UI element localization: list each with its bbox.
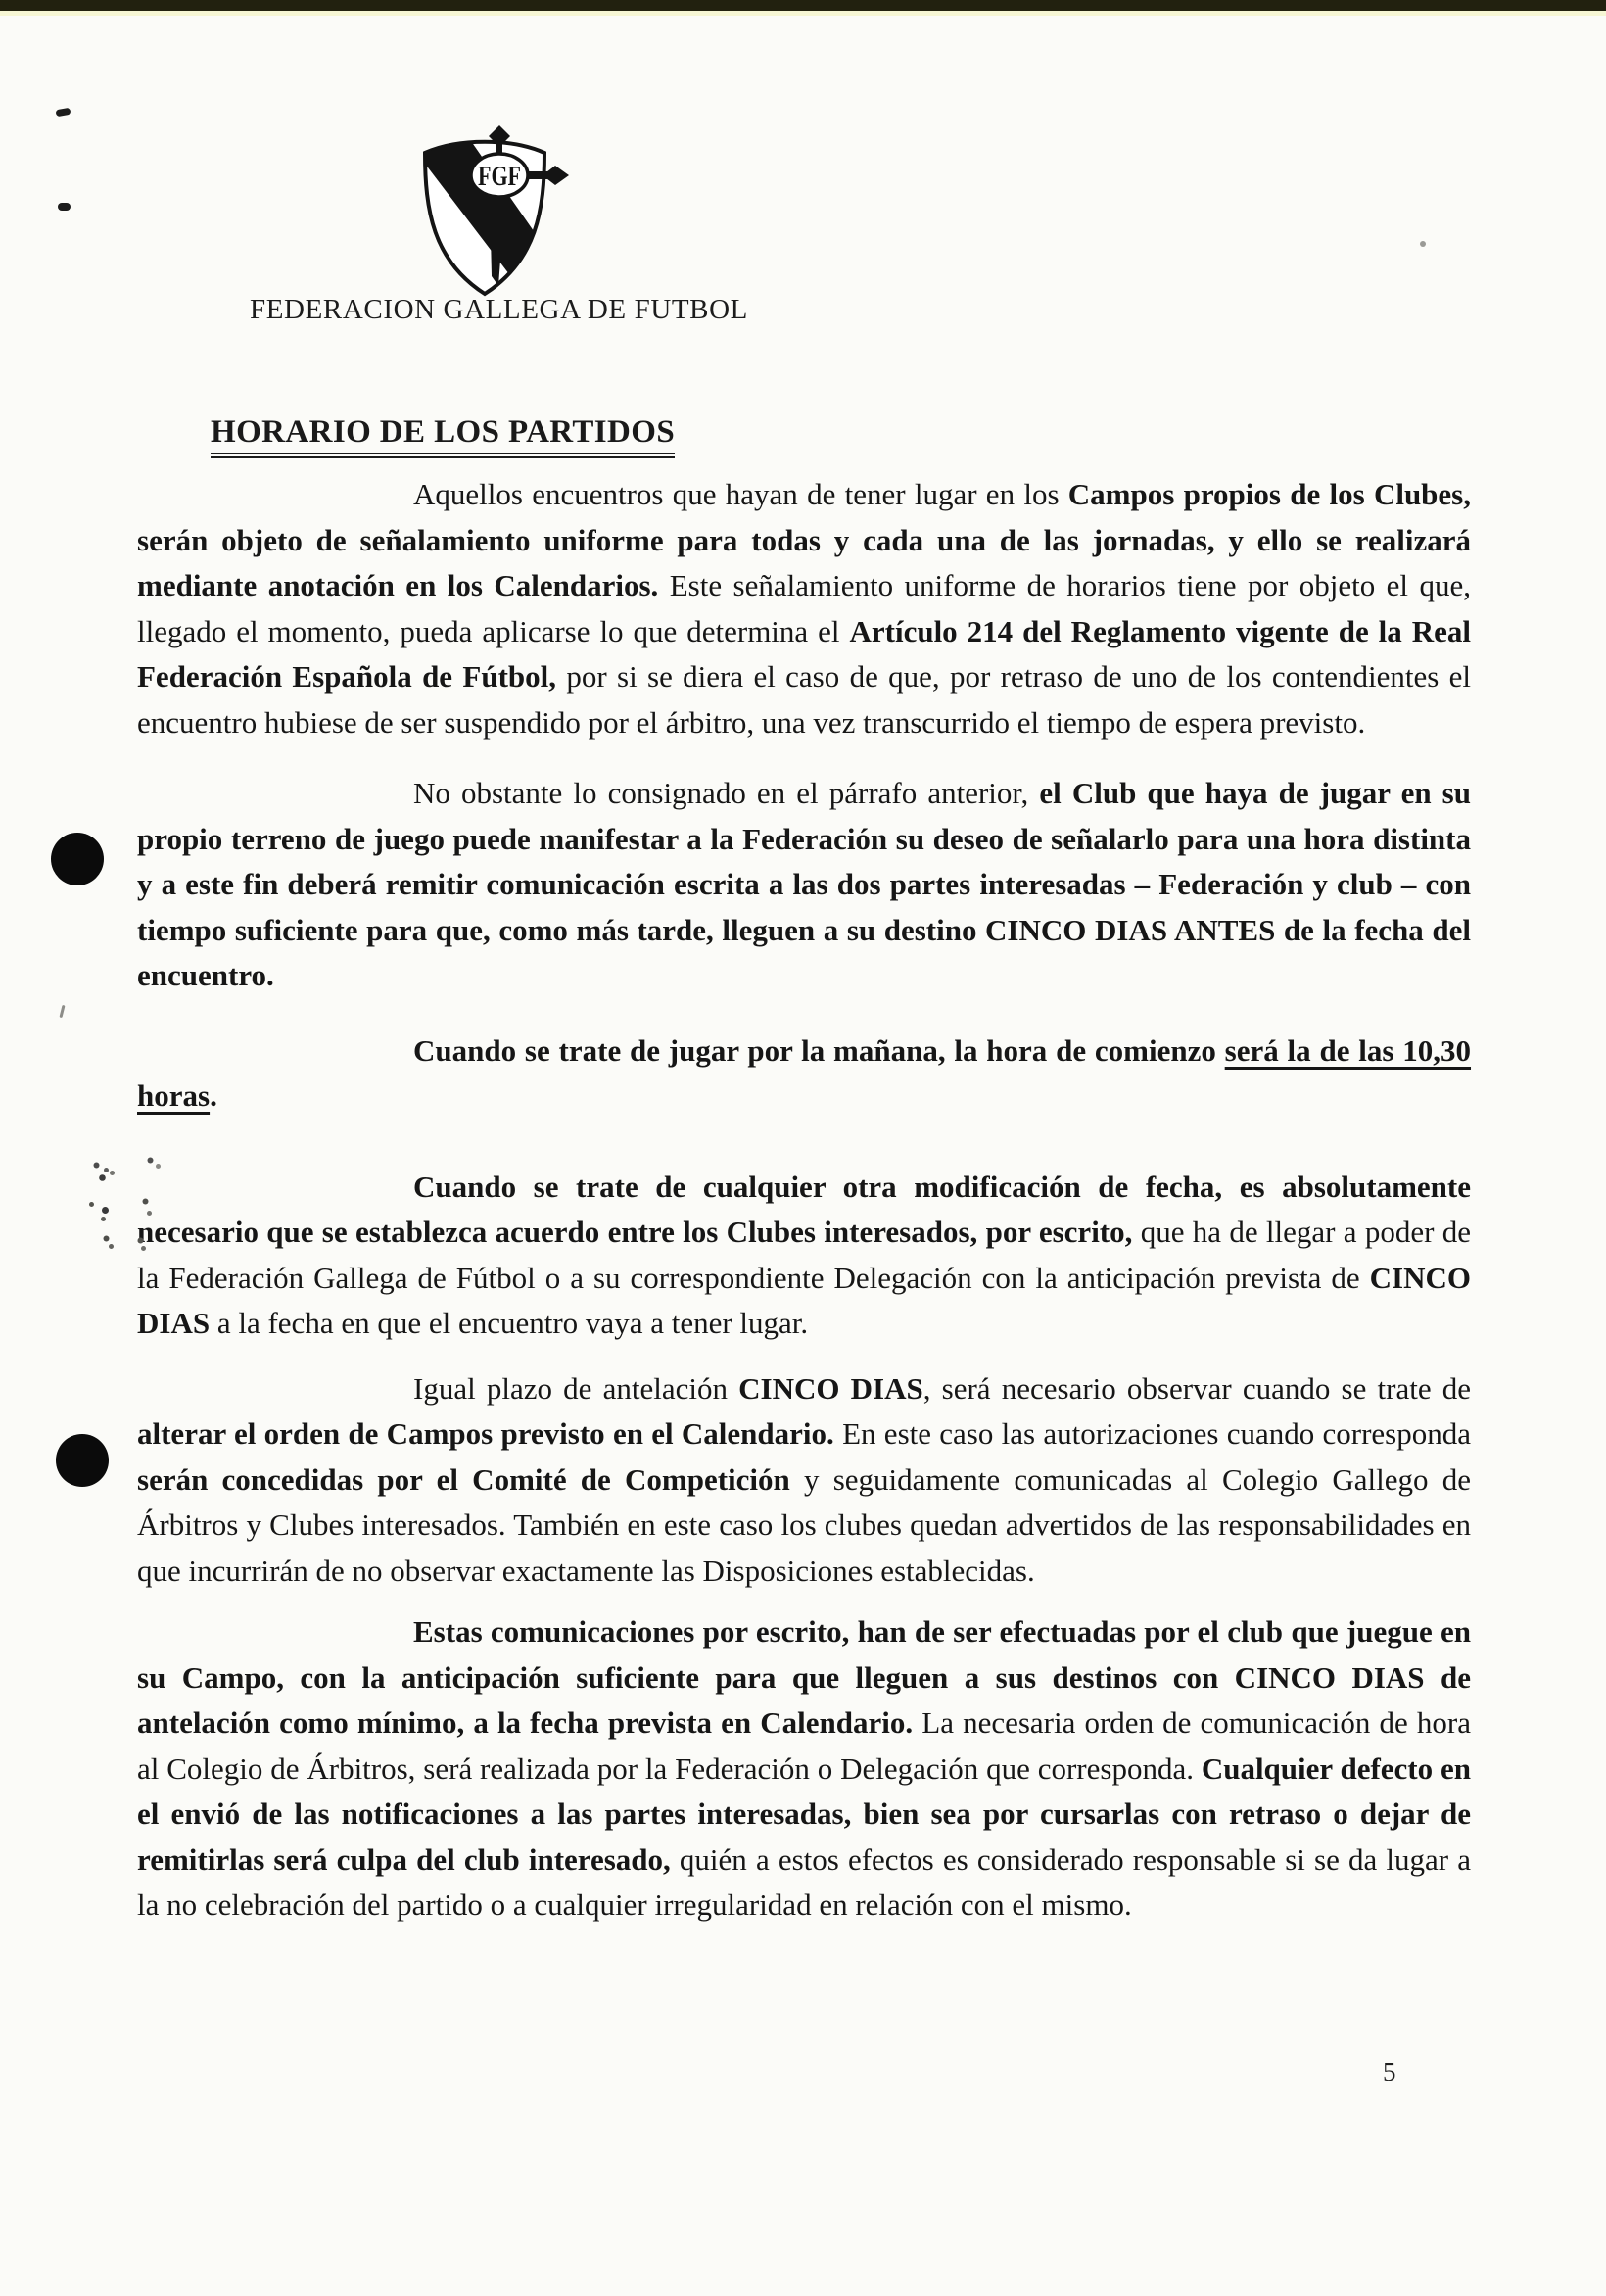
crest-monogram: FGF <box>478 161 521 192</box>
text-run: CINCO DIAS <box>137 1260 1471 1340</box>
text-run: No obstante lo consignado en el párrafo anterior, <box>413 776 1040 810</box>
paragraph <box>137 1609 1471 1929</box>
stray-pencil-tick <box>59 1005 65 1018</box>
text-run: , será necesario observar cuando se trate de <box>922 1370 1472 1406</box>
paragraph <box>137 1165 1471 1347</box>
federation-crest-logo <box>411 125 578 304</box>
hole-punch-mark <box>51 833 104 885</box>
document-paragraphs <box>137 472 1471 1929</box>
page-title-text: HORARIO DE LOS PARTIDOS <box>211 414 675 458</box>
pencil-speckle-cluster <box>0 0 3 3</box>
paragraph <box>137 771 1471 999</box>
organization-name: FEDERACION GALLEGA DE FUTBOL <box>250 294 748 325</box>
text-run: Campos propios de los Clubes, serán objeto de señalamiento uniforme para todas y cada una de las jornadas, y ello se realizará mediante anotación en los Calendarios. <box>137 477 1471 602</box>
text-run: y seguidamente comunicadas al Colegio Gallego de Árbitros y Clubes interesados. También en este caso los clubes quedan advertidos de las responsabilidades en que incurrirán de no observar exactamente las Disposiciones establecidas. <box>137 1461 1471 1588</box>
text-run: Cuando se trate de cualquier otra modificación de fecha, es absolutamente necesario que se establezca acuerdo entre los Clubes interesados, por escrito, <box>137 1169 1471 1249</box>
text-run: será la de las 10,30 horas <box>137 1032 1472 1113</box>
text-run: Artículo 214 del Reglamento vigente de la Real Federación Española de Fútbol, <box>137 613 1471 694</box>
text-run: serán concedidas por el Comité de Competición <box>137 1461 790 1497</box>
stray-speck <box>1420 241 1426 247</box>
text-run: Aquellos encuentros que hayan de tener lugar en los <box>413 477 1068 511</box>
stray-pen-mark <box>58 203 71 211</box>
paragraph <box>137 1366 1471 1595</box>
text-run: alterar el orden de Campos previsto en el Calendario. <box>137 1416 834 1451</box>
scan-edge-accent <box>0 11 1606 16</box>
text-run: Estas comunicaciones por escrito, han de ser efectuadas por el club que juegue en su Campo, con la anticipación suficiente para que lleguen a sus destinos con CINCO DIAS de antelación como mínimo, a la fecha prevista en Calendario. <box>137 1614 1471 1740</box>
paragraph <box>137 472 1471 745</box>
page-title <box>211 414 675 458</box>
text-run: . <box>210 1078 217 1113</box>
text-run: quién a estos efectos es considerado responsable si se da lugar a la no celebración del partido o a cualquier irregularidad en relación con el mismo. <box>137 1842 1471 1922</box>
stray-pen-mark <box>56 108 71 117</box>
scan-edge <box>0 0 1606 11</box>
page-number: 5 <box>1383 2057 1396 2086</box>
text-run: Igual plazo de antelación <box>413 1370 739 1406</box>
fgf-crest-shield-icon <box>411 125 573 302</box>
text-run: La necesaria orden de comunicación de hora al Colegio de Árbitros, será realizada por la Federación o Delegación que corresponda. <box>137 1705 1471 1786</box>
text-run: que ha de llegar a poder de la Federación Gallega de Fútbol o a su correspondiente Delegación con la anticipación prevista de <box>137 1215 1471 1295</box>
paragraph <box>137 1028 1471 1120</box>
hole-punch-mark <box>56 1434 109 1487</box>
text-run: En este caso las autorizaciones cuando corresponda <box>833 1416 1471 1451</box>
text-run: Cuando se trate de jugar por la mañana, la hora de comienzo <box>413 1032 1225 1068</box>
text-run: CINCO DIAS <box>738 1370 923 1406</box>
text-run: el Club que haya de jugar en su propio terreno de juego puede manifestar a la Federación su deseo de señalarlo para una hora distinta y a este fin deberá remitir comunicación escrita a las dos partes interesadas – Federación y club – con tiempo suficiente para que, como más tarde, lleguen a su destino CINCO DIAS ANTES de la fecha del encuentro. <box>137 776 1471 992</box>
text-run: a la fecha en que el encuentro vaya a tener lugar. <box>210 1306 809 1340</box>
text-run: por si se diera el caso de que, por retraso de uno de los contendientes el encuentro hubiese de ser suspendido por el árbitro, una vez transcurrido el tiempo de espera previsto. <box>137 659 1471 740</box>
text-run: Cualquier defecto en el envió de las notificaciones a las partes interesadas, bien sea por cursarlas con retraso o dejar de remitirlas será culpa del club interesado, <box>137 1750 1471 1877</box>
text-run: Este señalamiento uniforme de horarios tiene por objeto el que, llegado el momento, pueda aplicarse lo que determina el <box>137 568 1471 648</box>
